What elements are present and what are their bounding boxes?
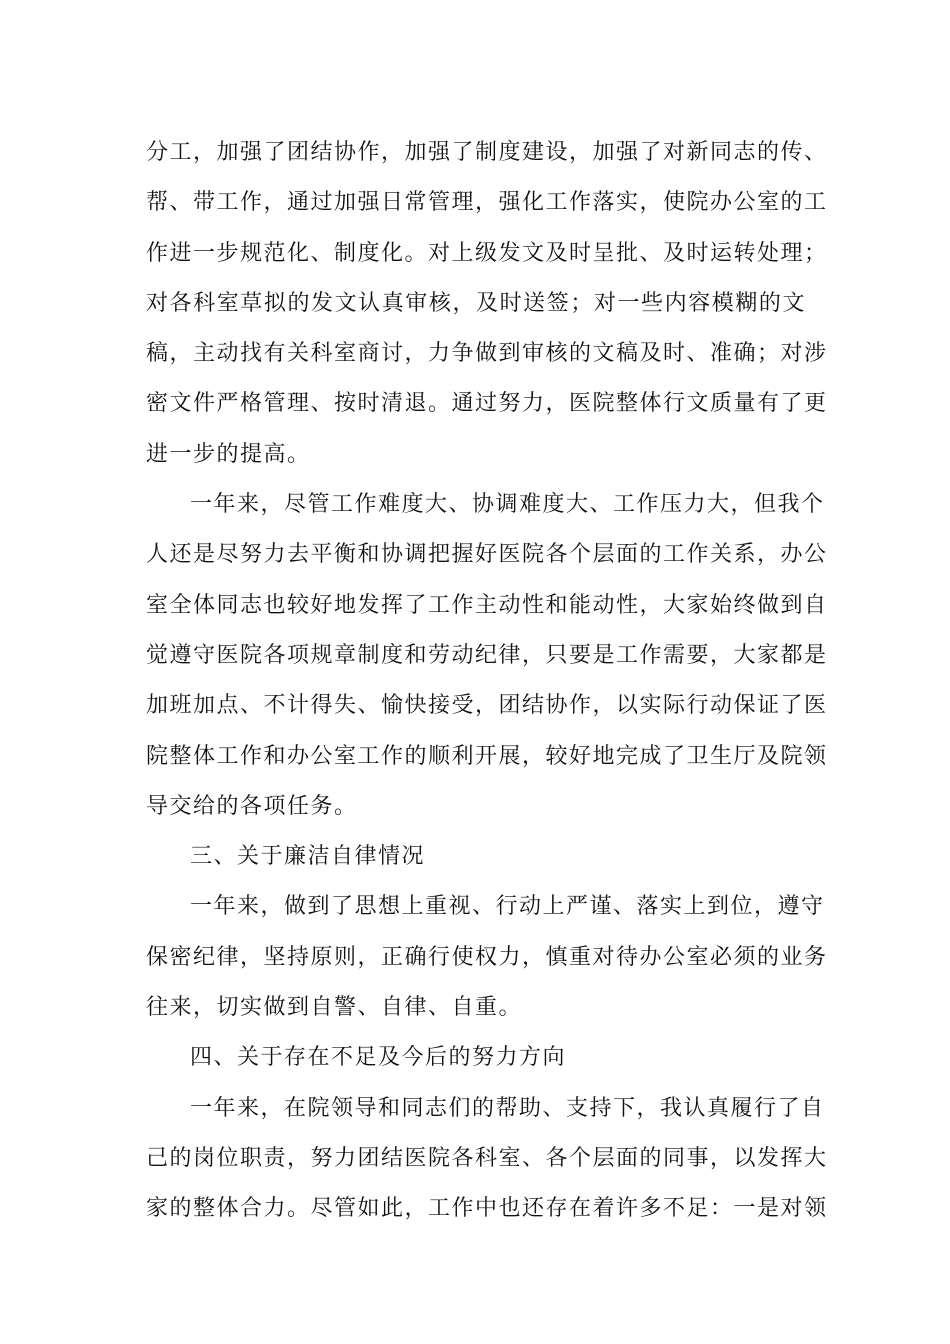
text-line: 帮、带工作，通过加强日常管理，强化工作落实，使院办公室的工 xyxy=(146,190,828,216)
text-line: 密文件严格管理、按时清退。通过努力，医院整体行文质量有了更 xyxy=(146,391,828,417)
section-heading: 三、关于廉洁自律情况 xyxy=(190,844,426,870)
paragraph-first-line: 一年来，在院领导和同志们的帮助、支持下，我认真履行了自 xyxy=(190,1095,825,1121)
text-line: 稿，主动找有关科室商讨，力争做到审核的文稿及时、准确；对涉 xyxy=(146,341,828,367)
paragraph-first-line: 一年来，做到了思想上重视、行动上严谨、落实上到位，遵守 xyxy=(190,894,825,920)
section-heading: 四、关于存在不足及今后的努力方向 xyxy=(190,1045,567,1071)
text-line: 对各科室草拟的发文认真审核，及时送签；对一些内容模糊的文 xyxy=(146,290,806,316)
text-line: 觉遵守医院各项规章制度和劳动纪律，只要是工作需要，大家都是 xyxy=(146,642,828,668)
text-line: 往来，切实做到自警、自律、自重。 xyxy=(146,995,523,1021)
document-body xyxy=(146,128,828,1235)
paragraph-first-line: 一年来，尽管工作难度大、协调难度大、工作压力大，但我个 xyxy=(190,492,825,518)
text-line: 己的岗位职责，努力团结医院各科室、各个层面的同事，以发挥大 xyxy=(146,1145,828,1171)
text-line: 进一步的提高。 xyxy=(146,441,311,467)
text-line: 保密纪律，坚持原则，正确行使权力，慎重对待办公室必须的业务 xyxy=(146,944,828,970)
text-line: 导交给的各项任务。 xyxy=(146,793,358,819)
text-line: 作进一步规范化、制度化。对上级发文及时呈批、及时运转处理； xyxy=(146,240,828,266)
text-line: 分工，加强了团结协作，加强了制度建设，加强了对新同志的传、 xyxy=(146,140,828,165)
text-line: 人还是尽努力去平衡和协调把握好医院各个层面的工作关系，办公 xyxy=(146,542,828,568)
text-line: 室全体同志也较好地发挥了工作主动性和能动性，大家始终做到自 xyxy=(146,592,828,618)
text-line: 院整体工作和办公室工作的顺利开展，较好地完成了卫生厅及院领 xyxy=(146,743,828,769)
text-line: 家的整体合力。尽管如此，工作中也还存在着许多不足：一是对领 xyxy=(146,1196,828,1222)
text-line: 加班加点、不计得失、愉快接受，团结协作，以实际行动保证了医 xyxy=(146,693,828,719)
